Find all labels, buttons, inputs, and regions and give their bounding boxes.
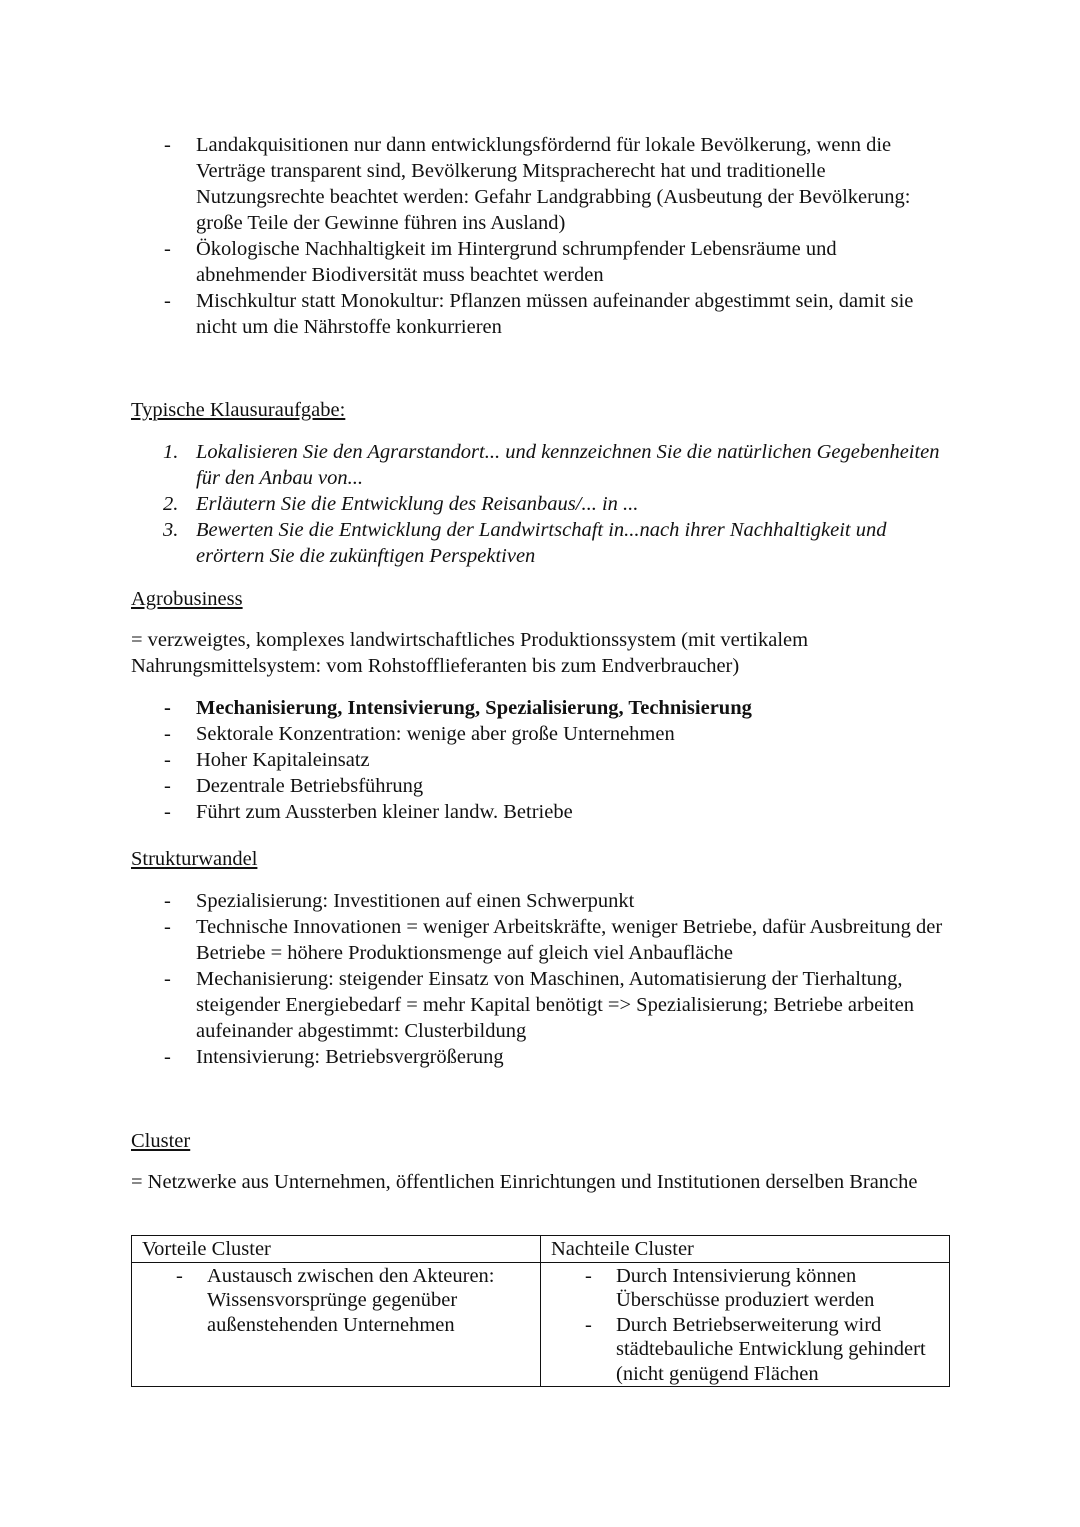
klausur-task-list (131, 439, 951, 569)
list-item (131, 517, 951, 569)
nachteile-cell (541, 1262, 950, 1387)
nachteile-list (551, 1264, 939, 1387)
agrobusiness-definition: = verzweigtes, komplexes landwirtschaftliches Produktionssystem (mit vertikalem Nahrungsmittelsystem: vom Rohstofflieferanten bis zum Endverbraucher) (131, 629, 809, 677)
agrobusiness-list (131, 695, 951, 825)
column-header-vorteile: Vorteile Cluster (132, 1236, 541, 1263)
strukturwandel-list (131, 888, 961, 1070)
list-item-text: Erläutern Sie die Entwicklung des Reisanbaus/... in ... (196, 493, 639, 515)
cluster-definition: = Netzwerke aus Unternehmen, öffentlichen Einrichtungen und Institutionen derselben Branche (131, 1171, 918, 1193)
list-number: 1. (163, 441, 179, 463)
agrobusiness-heading: Agrobusiness (131, 588, 243, 610)
list-item: - Mischkultur statt Monokultur: Pflanzen müssen aufeinander abgestimmt sein, damit sie nicht um die Nährstoffe konkurrieren (131, 288, 951, 340)
cluster-heading: Cluster (131, 1130, 191, 1152)
vorteile-cell (132, 1262, 541, 1387)
table-header-row (132, 1236, 950, 1263)
list-item: - Mechanisierung: steigender Einsatz von Maschinen, Automatisierung der Tierhaltung, steigender Energiebedarf = mehr Kapital benötigt => Spezialisierung; Betriebe arbeiten aufeinander abgestimmt: Clusterbildung (131, 966, 961, 1044)
list-item: - Mechanisierung, Intensivierung, Spezialisierung, Technisierung (131, 695, 951, 721)
klausur-heading: Typische Klausuraufgabe: (131, 399, 346, 421)
list-item: - Technische Innovationen = weniger Arbeitskräfte, weniger Betriebe, dafür Ausbreitung der Betriebe = höhere Produktionsmenge auf gleich viel Anbaufläche (131, 914, 961, 966)
list-item: - Dezentrale Betriebsführung (131, 773, 951, 799)
cluster-comparison-table (131, 1235, 950, 1387)
list-item: - Austausch zwischen den Akteuren: Wissensvorsprünge gegenüber außenstehenden Unternehmen (142, 1264, 530, 1338)
list-item-text: Lokalisieren Sie den Agrarstandort... und kennzeichnen Sie die natürlichen Gegebenheiten für den Anbau von... (196, 441, 940, 489)
list-item (131, 439, 951, 491)
list-item: - Führt zum Aussterben kleiner landw. Betriebe (131, 799, 951, 825)
list-item: - Ökologische Nachhaltigkeit im Hintergrund schrumpfender Lebensräume und abnehmender Biodiversität muss beachtet werden (131, 236, 951, 288)
list-number: 2. (163, 493, 179, 515)
list-item: - Durch Intensivierung können Überschüsse produziert werden (551, 1264, 939, 1313)
column-header-nachteile: Nachteile Cluster (541, 1236, 950, 1263)
list-item-text: Bewerten Sie die Entwicklung der Landwirtschaft in...nach ihrer Nachhaltigkeit und erörtern Sie die zukünftigen Perspektiven (196, 519, 887, 567)
list-item: - Durch Betriebserweiterung wird städtebauliche Entwicklung gehindert (nicht genügend Flächen (551, 1313, 939, 1387)
list-item: - Intensivierung: Betriebsvergrößerung (131, 1044, 961, 1070)
list-number: 3. (163, 519, 179, 541)
list-item: - Spezialisierung: Investitionen auf einen Schwerpunkt (131, 888, 961, 914)
landakquisition-list (131, 132, 951, 340)
strukturwandel-heading: Strukturwandel (131, 848, 258, 870)
vorteile-list (142, 1264, 530, 1338)
list-item: - Sektorale Konzentration: wenige aber große Unternehmen (131, 721, 951, 747)
list-item (131, 491, 951, 517)
list-item: - Hoher Kapitaleinsatz (131, 747, 951, 773)
list-item: - Landakquisitionen nur dann entwicklungsfördernd für lokale Bevölkerung, wenn die Verträge transparent sind, Bevölkerung Mitspracherecht hat und traditionelle Nutzungsrechte beachtet werden: Gefahr Landgrabbing (Ausbeutung der Bevölkerung: große Teile der Gewinne führen ins Ausland) (131, 132, 951, 236)
table-row (132, 1262, 950, 1387)
